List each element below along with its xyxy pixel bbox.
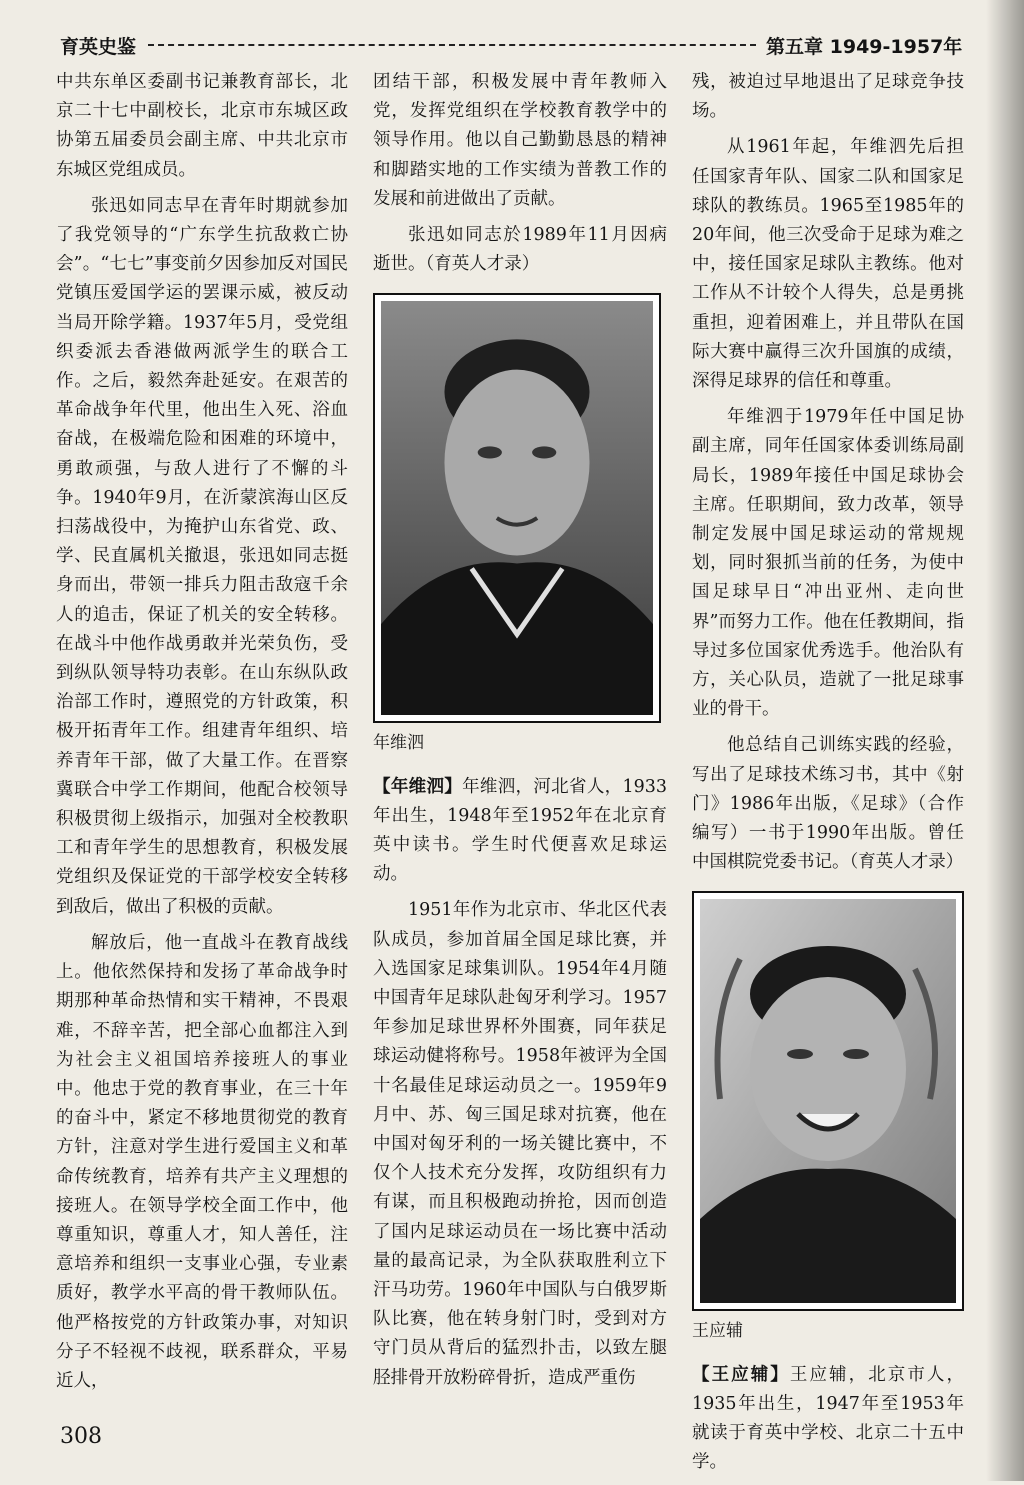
portrait-image: [700, 899, 956, 1303]
portrait-image: [381, 301, 653, 715]
paragraph: 张迅如同志於1989年11月因病逝世。（育英人才录）: [373, 225, 667, 275]
paragraph: 1951年作为北京市、华北区代表队成员，参加首届全国足球比赛，并入选国家足球集训队。1954年4月随中国青年足球队赴匈牙利学习。1957年参加足球世界杯外围赛，同年获足球运动健将称号。1958年被评为全国十名最佳足球运动员之一。1959年9月中、苏、匈三国足球对抗赛，他在中国对匈牙利的一场关键比赛中，不仅个人技术充分发挥，攻防组织有力有谋，而且积极跑动拚抢，因而创造了国内足球运动员在一场比赛中活动量的最高记录，为全队获取胜利立下汗马功劳。1960年中国队与白俄罗斯队比赛，他在转身射门时，受到对方守门员从背后的猛烈扑击，以致左腿胫排骨开放粉碎骨折，造成严重伤: [373, 900, 667, 1388]
paragraph: [373, 773, 667, 890]
running-head-chapter: [766, 32, 962, 59]
paragraph: 团结干部，积极发展中青年教师入党，发挥党组织在学校教育教学中的领导作用。他以自己勤勤恳恳的精神和脚踏实地的工作实绩为普教工作的发展和前进做出了贡献。: [373, 72, 667, 209]
portrait-photo-wang-yingfu: [692, 891, 964, 1311]
paragraph: 他总结自己训练实践的经验，写出了足球技术练习书，其中《射门》1986年出版，《足球》（合作编写）一书于1990年出版。曾任中国棋院党委书记。（育英人才录）: [692, 735, 964, 873]
bio-intro: 王应辅，北京市人，1935年出生，1947年至1953年就读于育英中学校、北京二十五中学。: [692, 1364, 965, 1473]
text-column-2: [373, 68, 667, 1400]
bio-heading: 【王应辅】: [692, 1364, 790, 1385]
bio-intro: 年维泗，河北省人，1933年出生，1948年至1952年在北京育英中读书。学生时代便喜欢足球运动。: [373, 776, 667, 885]
header-dashed-rule: [148, 44, 756, 46]
photo-caption: 年维泗: [373, 733, 424, 754]
paragraph: 张迅如同志早在青年时期就参加了我党领导的“广东学生抗敌救亡协会”。“七七”事变前夕因参加反对国民党镇压爱国学运的罢课示威，被反动当局开除学籍。1937年5月，受党组织委派去香港做两派学生的联合工作。之后，毅然奔赴延安。在艰苦的革命战争年代里，他出生入死、浴血奋战，在极端危险和困难的环境中，勇敢顽强，与敌人进行了不懈的斗争。1940年9月，在沂蒙滨海山区反扫荡战役中，为掩护山东省党、政、学、民直属机关撤退，张迅如同志挺身而出，带领一排兵力阻击敌寇千余人的追击，保证了机关的安全转移。在战斗中他作战勇敢并光荣负伤，受到纵队领导特功表彰。在山东纵队政治部工作时，遵照党的方针政策，积极开拓青年工作。组建青年组织、培养青年干部，做了大量工作。在晋察冀联合中学工作期间，他配合校领导积极贯彻上级指示，加强对全校教职工和青年学生的思想教育，积极发展党组织及保证党的干部学校安全转移到敌后，做出了积极的贡献。: [56, 195, 348, 917]
paragraph: 从1961年起，年维泗先后担任国家青年队、国家二队和国家足球队的教练员。1965至1985年的20年间，他三次受命于足球为难之中，接任国家足球队主教练。他对工作从不计较个人得失，总是勇挑重担，迎着困难上，并且带队在国际大赛中赢得三次升国旗的成绩，深得足球界的信任和尊重。: [692, 137, 964, 392]
paragraph: 解放后，他一直战斗在教育战线上。他依然保持和发扬了革命战争时期那种革命热情和实干精神，不畏艰难，不辞辛苦，把全部心血都注入到为社会主义祖国培养接班人的事业中。他忠于党的教育事业，在三十年的奋斗中，紧定不移地贯彻党的教育方针，注意对学生进行爱国主义和革命传统教育，培养有共产主义理想的接班人。在领导学校全面工作中，他尊重知识，尊重人才，知人善任，注意培养和组织一支事业心强，专业素质好，教学水平高的骨干教师队伍。他严格按党的方针政策办事，对知识分子不轻视不歧视，联系群众，平易近人，: [56, 932, 348, 1391]
paragraph: [692, 1361, 964, 1478]
paragraph: 中共东单区委副书记兼教育部长，北京二十七中副校长，北京市东城区政协第五届委员会副主席、中共北京市东城区党组成员。: [56, 72, 348, 180]
bio-heading: 【年维泗】: [373, 776, 463, 797]
running-head-book-title: 育英史鉴: [60, 36, 137, 58]
text-column-3: [692, 68, 964, 1485]
page-edge-shadow: [986, 0, 1024, 1481]
photo-caption: 王应辅: [692, 1321, 743, 1342]
page-number: 308: [60, 1424, 102, 1449]
paragraph: 年维泗于1979年任中国足协副主席，同年任国家体委训练局副局长，1989年接任中国足球协会主席。任职期间，致力改革，领导制定发展中国足球运动的常规规划，同时狠抓当前的任务，为使中国足球早日“冲出亚州、走向世界”而努力工作。他在任教期间，指导过多位国家优秀选手。他治队有方，关心队员，造就了一批足球事业的骨干。: [692, 407, 964, 720]
chapter-years: 1949-1957年: [829, 36, 963, 58]
paragraph: 残，被迫过早地退出了足球竞争技场。: [692, 72, 964, 122]
chapter-label: 第五章: [766, 36, 824, 58]
text-column-1: [56, 68, 348, 1403]
portrait-photo-nian-weisi: [373, 293, 661, 723]
